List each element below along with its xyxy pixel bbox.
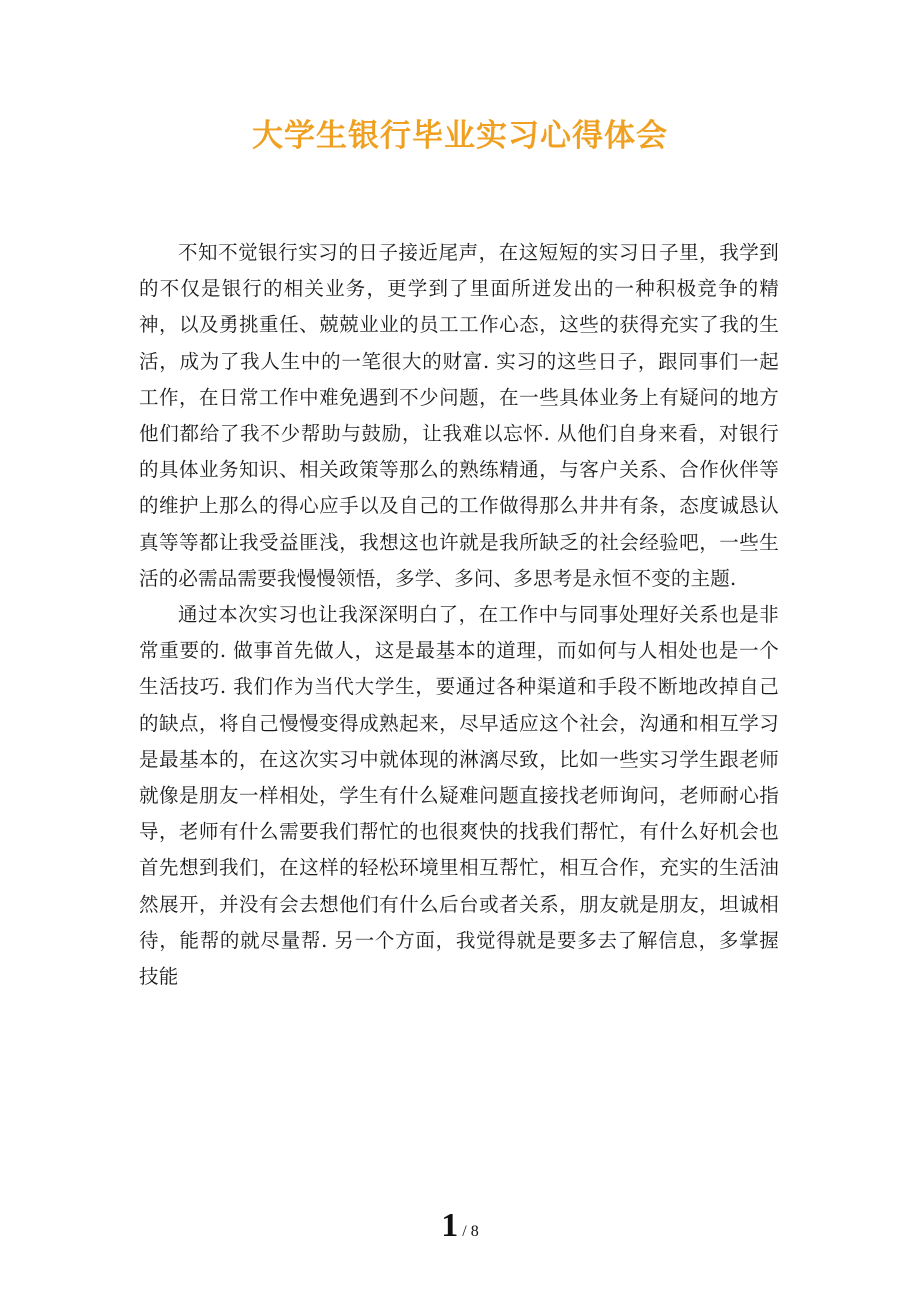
- paragraph-2: 通过本次实习也让我深深明白了，在工作中与同事处理好关系也是非常重要的. 做事首先做人，这是最基本的道理，而如何与人相处也是一个生活技巧. 我们作为当代大学生，要通过各种渠道和手段不断地改掉自己的缺点，将自己慢慢变得成熟起来，尽早适应这个社会，沟通和相互学习是最基本的，在这次实习中就体现的淋漓尽致，比如一些实习学生跟老师就像是朋友一样相处，学生有什么疑难问题直接找老师询问，老师耐心指导，老师有什么需要我们帮忙的也很爽快的找我们帮忙，有什么好机会也首先想到我们，在这样的轻松环境里相互帮忙，相互合作，充实的生活油然展开，并没有会去想他们有什么后台或者关系，朋友就是朋友，坦诚相待，能帮的就尽量帮. 另一个方面，我觉得就是要多去了解信息，多掌握技能: [139, 603, 779, 989]
- document-body: [139, 235, 779, 995]
- page-number-total: 8: [470, 1223, 479, 1240]
- page-number-current: 1: [441, 1207, 459, 1244]
- document-title: 大学生银行毕业实习心得体会: [252, 118, 668, 154]
- page-footer: [0, 1206, 920, 1252]
- paragraph-1: 不知不觉银行实习的日子接近尾声，在这短短的实习日子里，我学到的不仅是银行的相关业务，更学到了里面所迸发出的一种积极竞争的精神，以及勇挑重任、兢兢业业的员工工作心态，这些的获得充实了我的生活，成为了我人生中的一笔很大的财富. 实习的这些日子，跟同事们一起工作，在日常工作中难免遇到不少问题，在一些具体业务上有疑问的地方他们都给了我不少帮助与鼓励，让我难以忘怀. 从他们自身来看，对银行的具体业务知识、相关政策等那么的熟练精通，与客户关系、合作伙伴等的维护上那么的得心应手以及自己的工作做得那么井井有条，态度诚恳认真等等都让我受益匪浅，我想这也许就是我所缺乏的社会经验吧，一些生活的必需品需要我慢慢领悟，多学、多问、多思考是永恒不变的主题.: [139, 241, 779, 590]
- page-number-separator: /: [462, 1223, 467, 1240]
